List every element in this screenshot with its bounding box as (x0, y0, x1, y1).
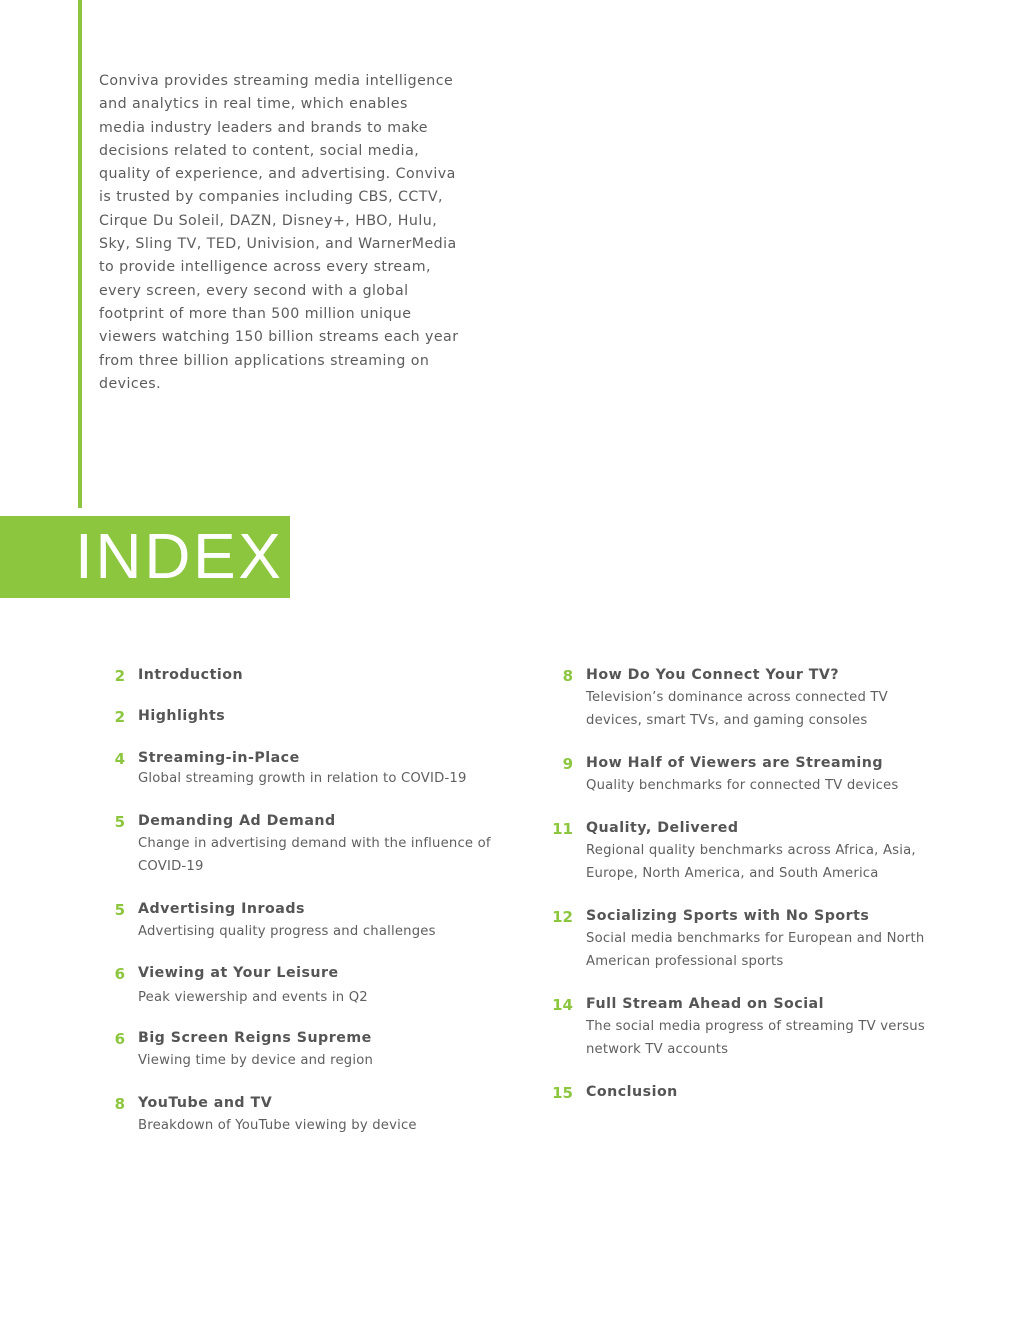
entry-page-number: 11 (552, 820, 573, 838)
entry-description: Breakdown of YouTube viewing by device (138, 1118, 417, 1133)
index-right-column (548, 664, 948, 1111)
entry-page-number: 8 (562, 667, 573, 685)
entry-title: Quality, Delivered (586, 820, 739, 836)
index-entry-viewing-at-your-leisure[interactable] (100, 962, 500, 1027)
index-entry-quality-delivered[interactable] (548, 817, 948, 905)
entry-page-number: 9 (562, 755, 573, 773)
index-entry-how-do-you-connect-your-tv[interactable] (548, 664, 948, 752)
entry-title: Demanding Ad Demand (138, 813, 336, 829)
index-entry-socializing-sports-with-no-sports[interactable] (548, 905, 948, 993)
entry-description: Viewing time by device and region (138, 1053, 374, 1068)
index-title: INDEX (75, 520, 284, 592)
index-entry-how-half-of-viewers-are-streaming[interactable] (548, 752, 948, 817)
entry-description: The social media progress of streaming TV versus network TV accounts (586, 1019, 925, 1058)
entry-page-number: 5 (114, 813, 125, 831)
index-entry-demanding-ad-demand[interactable] (100, 810, 500, 898)
entry-title: Conclusion (586, 1084, 678, 1100)
index-entry-highlights[interactable] (100, 705, 500, 747)
entry-description: Television’s dominance across connected TV devices, smart TVs, and gaming consoles (586, 690, 888, 729)
entry-title: YouTube and TV (138, 1095, 273, 1111)
entry-page-number: 12 (552, 908, 573, 926)
entry-page-number: 6 (114, 965, 125, 983)
entry-page-number: 4 (114, 750, 125, 768)
index-left-column (100, 664, 500, 1142)
entry-title: Viewing at Your Leisure (138, 965, 339, 981)
entry-page-number: 8 (114, 1095, 125, 1113)
index-entry-youtube-and-tv[interactable] (100, 1092, 500, 1142)
entry-description: Advertising quality progress and challenges (138, 924, 436, 939)
index-entry-full-stream-ahead-on-social[interactable] (548, 993, 948, 1081)
entry-title: How Half of Viewers are Streaming (586, 755, 884, 771)
entry-description: Global streaming growth in relation to COVID-19 (138, 771, 467, 786)
entry-title: Highlights (138, 708, 226, 724)
entry-title: Streaming-in-Place (138, 750, 300, 766)
entry-description: Change in advertising demand with the influence of COVID-19 (138, 836, 491, 875)
entry-page-number: 2 (114, 667, 125, 685)
entry-title: Advertising Inroads (138, 901, 305, 917)
entry-description: Peak viewership and events in Q2 (138, 990, 368, 1005)
entry-page-number: 5 (114, 901, 125, 919)
entry-title: How Do You Connect Your TV? (586, 667, 840, 683)
entry-title: Big Screen Reigns Supreme (138, 1030, 372, 1046)
index-entry-introduction[interactable] (100, 664, 500, 705)
entry-description: Quality benchmarks for connected TV devices (586, 778, 899, 793)
entry-page-number: 2 (114, 708, 125, 726)
entry-title: Introduction (138, 667, 244, 683)
index-entry-advertising-inroads[interactable] (100, 898, 500, 962)
index-entry-conclusion[interactable] (548, 1081, 948, 1111)
accent-vertical-rule (78, 0, 82, 508)
entry-page-number: 15 (552, 1084, 573, 1102)
entry-title: Full Stream Ahead on Social (586, 996, 824, 1012)
index-entry-big-screen-reigns-supreme[interactable] (100, 1027, 500, 1092)
entry-page-number: 14 (552, 996, 573, 1014)
about-conviva-paragraph: Conviva provides streaming media intelligence and analytics in real time, which enables media industry leaders and brands to make decisions related to content, social media, quality of experience, and advertising. Conviva is trusted by companies including CBS, CCTV, Cirque Du Soleil, DAZN, Disney+, HBO, Hulu, Sky, Sling TV, TED, Univision, and WarnerMedia to provide intelligence across every stream, every screen, every second with a global footprint of more than 500 million unique viewers watching 150 billion streams each year from three billion applications streaming on devices. (99, 73, 459, 392)
entry-title: Socializing Sports with No Sports (586, 908, 870, 924)
entry-description: Regional quality benchmarks across Africa, Asia, Europe, North America, and South America (586, 843, 916, 882)
index-entry-streaming-in-place[interactable] (100, 747, 500, 810)
entry-description: Social media benchmarks for European and North American professional sports (586, 931, 925, 970)
entry-page-number: 6 (114, 1030, 125, 1048)
